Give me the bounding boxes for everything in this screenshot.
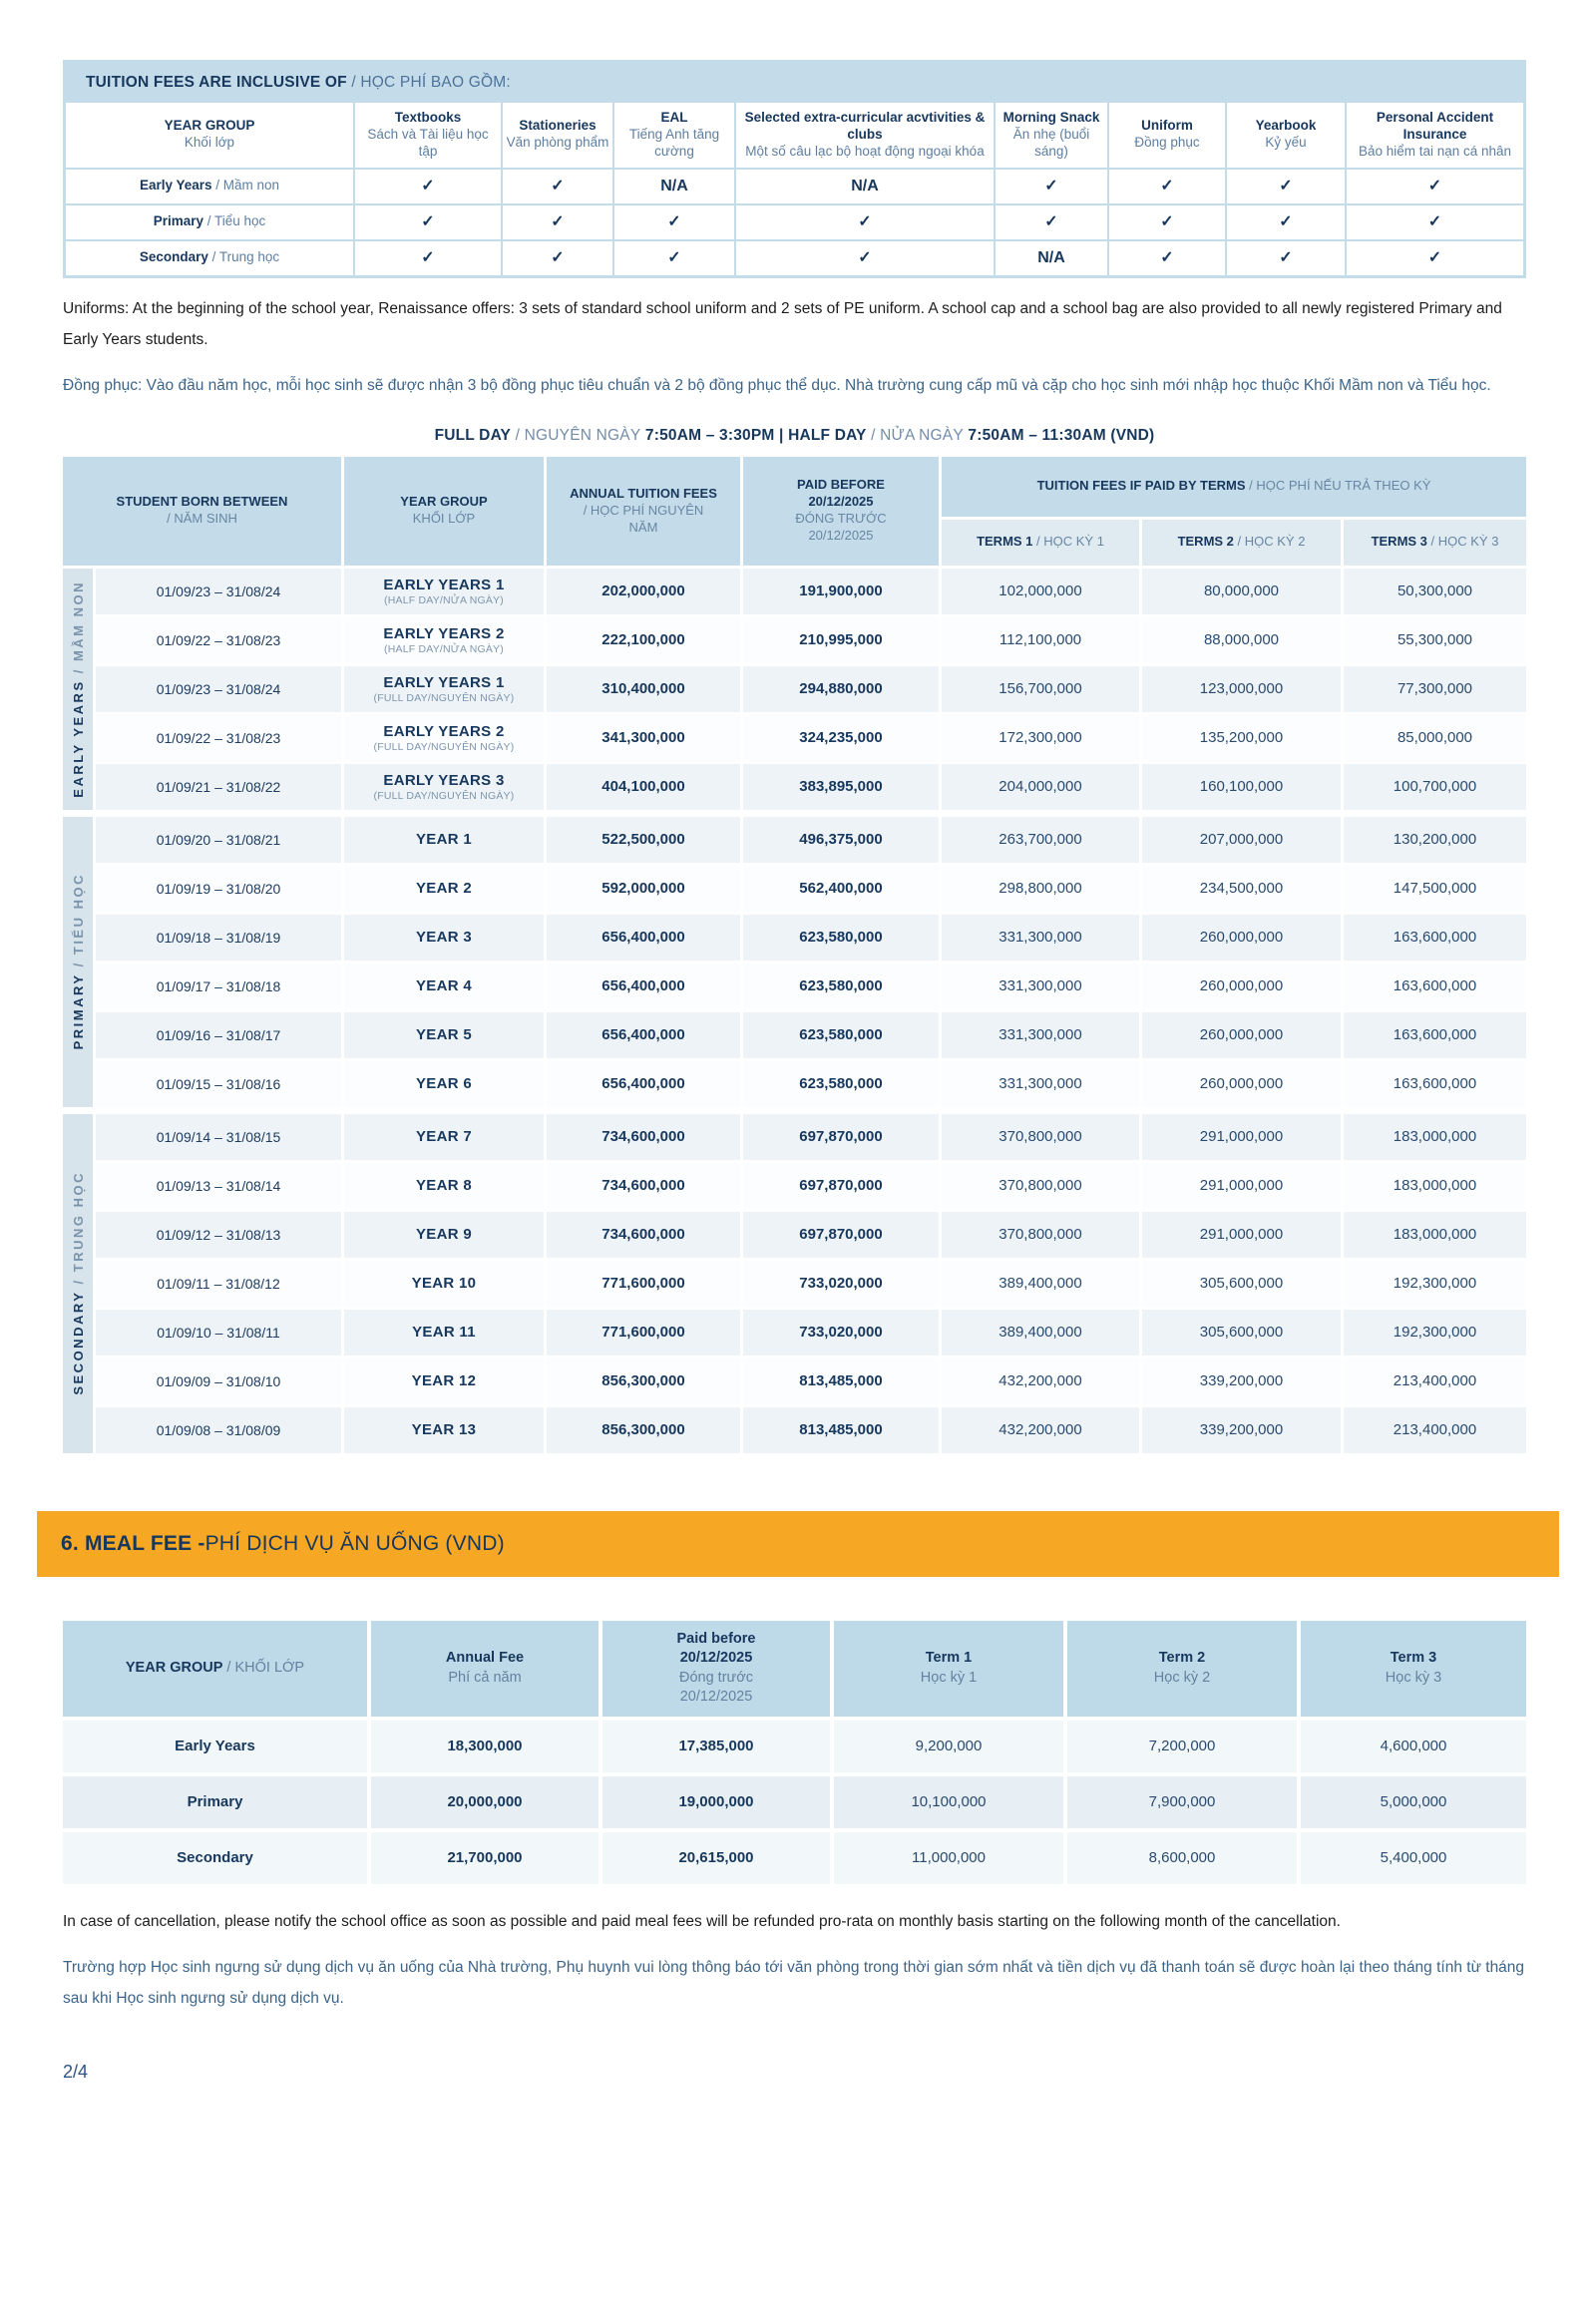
meal-annual-fee: 21,700,000 — [447, 1849, 523, 1867]
term3-fee: 183,000,000 — [1393, 1226, 1477, 1244]
meal-table-header — [63, 1621, 1526, 1717]
table-row — [96, 964, 1526, 1009]
annual-fee: 656,400,000 — [601, 977, 685, 995]
table-row — [96, 1358, 1526, 1404]
born-range: 01/09/12 – 31/08/13 — [156, 1226, 281, 1243]
meal-fee-section-heading: 6. MEAL FEE - PHÍ DỊCH VỤ ĂN UỐNG (VND) — [37, 1511, 1559, 1577]
meal-paid-before-fee: 19,000,000 — [678, 1793, 754, 1811]
year-group-label: EARLY YEARS 1 — [383, 576, 505, 593]
paid-before-fee: 294,880,000 — [799, 680, 883, 698]
annual-fee: 656,400,000 — [601, 929, 685, 947]
term2-fee: 305,600,000 — [1199, 1275, 1284, 1293]
annual-fee: 771,600,000 — [601, 1275, 685, 1293]
born-range: 01/09/18 – 31/08/19 — [156, 929, 281, 946]
check-icon: ✓ — [421, 212, 435, 230]
term1-fee: 156,700,000 — [998, 680, 1082, 698]
year-group-sublabel: (HALF DAY/NỬA NGÀY) — [384, 642, 504, 655]
term3-fee: 213,400,000 — [1393, 1421, 1477, 1439]
term3-fee: 192,300,000 — [1393, 1324, 1477, 1342]
table-row — [96, 1061, 1526, 1107]
paid-before-fee: 623,580,000 — [799, 929, 883, 947]
meal-paid-before-fee: 20,615,000 — [678, 1849, 754, 1867]
term2-fee: 291,000,000 — [1199, 1226, 1284, 1244]
uniform-note-vietnamese: Đồng phục: Vào đầu năm học, mỗi học sinh sẽ được nhận 3 bộ đồng phục tiêu chuẩn và 2 bộ đồng phục thể dục. Nhà trường cung cấp mũ và cặp cho học sinh mới nhập học thuộc Khối Mầm non và Tiểu học. — [63, 376, 1491, 394]
term1-fee: 298,800,000 — [998, 880, 1082, 898]
meal-row-label: Secondary — [177, 1849, 253, 1867]
check-icon: ✓ — [421, 177, 435, 194]
meal-annual-fee: 20,000,000 — [447, 1793, 523, 1811]
check-icon: ✓ — [551, 177, 565, 194]
meal-row-label: Primary — [187, 1793, 243, 1811]
meal-term1-fee: 9,200,000 — [915, 1738, 983, 1755]
year-group-label: YEAR 12 — [411, 1372, 477, 1390]
check-icon: ✓ — [1160, 248, 1174, 266]
check-icon: ✓ — [421, 248, 435, 266]
term1-fee: 331,300,000 — [998, 1026, 1082, 1044]
column-header-yearbook: Yearbook Kỷ yếu — [1227, 103, 1345, 168]
year-group-sublabel: (HALF DAY/NỬA NGÀY) — [384, 593, 504, 606]
na-label: N/A — [851, 177, 879, 194]
born-range: 01/09/22 – 31/08/23 — [156, 631, 281, 648]
annual-fee: 310,400,000 — [601, 680, 685, 698]
na-label: N/A — [1037, 248, 1065, 266]
term1-fee: 432,200,000 — [998, 1372, 1082, 1390]
header-paid-by-terms: TUITION FEES IF PAID BY TERMS / HỌC PHÍ NẾU TRẢ THEO KỲ — [942, 457, 1526, 517]
born-range: 01/09/11 – 31/08/12 — [157, 1275, 280, 1292]
term2-fee: 260,000,000 — [1199, 1026, 1284, 1044]
group-primary — [63, 817, 1526, 1107]
term3-fee: 77,300,000 — [1396, 680, 1473, 698]
table-row — [63, 1721, 1526, 1772]
term1-fee: 112,100,000 — [998, 631, 1082, 649]
column-header-year-group: YEAR GROUP Khối lớp — [66, 103, 353, 168]
annual-fee: 592,000,000 — [601, 880, 685, 898]
table-row — [96, 866, 1526, 912]
page-number: 2/4 — [63, 2061, 89, 2082]
table-row — [96, 1212, 1526, 1258]
uniform-note-english: Uniforms: At the beginning of the school year, Renaissance offers: 3 sets of standard school uniform and 2 sets of PE uniform. A school cap and a school bag are also provided to all newly registered Primary and Early Years students. — [63, 299, 1502, 348]
term3-fee: 50,300,000 — [1396, 582, 1473, 600]
column-header-textbooks: Textbooks Sách và Tài liệu học tập — [355, 103, 501, 168]
term3-fee: 55,300,000 — [1396, 631, 1473, 649]
term3-fee: 163,600,000 — [1393, 929, 1477, 947]
year-group-label: YEAR 11 — [412, 1324, 476, 1342]
term1-fee: 389,400,000 — [998, 1275, 1082, 1293]
term2-fee: 291,000,000 — [1199, 1128, 1284, 1146]
page-content — [63, 60, 1526, 2083]
header-annual-fees: ANNUAL TUITION FEES / HỌC PHÍ NGUYÊN NĂM — [547, 457, 740, 566]
annual-fee: 656,400,000 — [601, 1026, 685, 1044]
group-rows — [96, 569, 1526, 810]
year-group-label: YEAR 9 — [416, 1226, 472, 1244]
inclusive-table-title — [66, 63, 1523, 103]
term3-fee: 163,600,000 — [1393, 977, 1477, 995]
meal-term1-fee: 10,100,000 — [911, 1793, 987, 1811]
paid-before-fee: 623,580,000 — [799, 977, 883, 995]
schedule-line: FULL DAY / NGUYÊN NGÀY 7:50AM – 3:30PM | HALF DAY / NỬA NGÀY 7:50AM – 11:30AM (VND) — [434, 426, 1155, 444]
born-range: 01/09/09 – 31/08/10 — [156, 1372, 281, 1389]
meal-term3-fee: 5,000,000 — [1380, 1793, 1447, 1811]
year-group-label: YEAR 2 — [416, 880, 472, 898]
year-group-label: EARLY YEARS 2 — [383, 624, 505, 642]
born-range: 01/09/23 – 31/08/24 — [156, 582, 281, 599]
annual-fee: 656,400,000 — [601, 1075, 685, 1093]
table-row — [66, 205, 1523, 239]
table-row — [96, 569, 1526, 614]
meal-term2-fee: 7,900,000 — [1148, 1793, 1216, 1811]
year-group-label: YEAR 7 — [416, 1128, 472, 1146]
paid-before-fee: 324,235,000 — [799, 729, 883, 747]
year-group-label: YEAR 1 — [416, 831, 472, 849]
check-icon: ✓ — [1279, 177, 1293, 194]
check-icon: ✓ — [1160, 177, 1174, 194]
annual-fee: 734,600,000 — [601, 1177, 685, 1195]
meal-row-label: Early Years — [175, 1738, 255, 1755]
term2-fee: 80,000,000 — [1203, 582, 1280, 600]
meal-header-paid-before: Paid before 20/12/2025 Đóng trước 20/12/2025 — [602, 1621, 830, 1717]
meal-header-term-3: Term 3 Học kỳ 3 — [1301, 1621, 1526, 1717]
check-icon: ✓ — [1279, 248, 1293, 266]
term3-fee: 130,200,000 — [1393, 831, 1477, 849]
term1-fee: 172,300,000 — [998, 729, 1082, 747]
annual-fee: 522,500,000 — [601, 831, 685, 849]
check-icon: ✓ — [858, 248, 872, 266]
check-icon: ✓ — [1279, 212, 1293, 230]
group-rows — [96, 817, 1526, 1107]
group-label-secondary: SECONDARY / TRUNG HỌC — [63, 1114, 93, 1453]
inclusive-fees-table — [63, 60, 1526, 278]
check-icon: ✓ — [1427, 212, 1442, 230]
check-icon: ✓ — [667, 212, 681, 230]
paid-before-fee: 191,900,000 — [799, 582, 883, 600]
header-paid-before: PAID BEFORE 20/12/2025 ĐÓNG TRƯỚC 20/12/2025 — [743, 457, 939, 566]
group-label-primary: PRIMARY / TIỂU HỌC — [63, 817, 93, 1107]
group-early-years — [63, 569, 1526, 810]
year-group-sublabel: (FULL DAY/NGUYÊN NGÀY) — [373, 740, 515, 753]
table-row — [96, 1261, 1526, 1307]
paid-before-fee: 496,375,000 — [799, 831, 883, 849]
inclusive-title-vi: / HỌC PHÍ BAO GỒM: — [346, 74, 511, 91]
check-icon: ✓ — [1044, 212, 1058, 230]
column-header-morning-snack: Morning Snack Ăn nhẹ (buổi sáng) — [996, 103, 1107, 168]
table-row — [96, 1310, 1526, 1355]
term3-fee: 192,300,000 — [1393, 1275, 1477, 1293]
group-label-early-years: EARLY YEARS / MẦM NON — [63, 569, 93, 810]
year-group-label: YEAR 5 — [416, 1026, 472, 1044]
paid-before-fee: 383,895,000 — [799, 778, 883, 796]
year-group-sublabel: (FULL DAY/NGUYÊN NGÀY) — [373, 691, 515, 704]
meal-header-year-group: YEAR GROUP / KHỐI LỚP — [63, 1621, 367, 1717]
tuition-table-header — [63, 457, 1526, 566]
year-group-label: EARLY YEARS 3 — [383, 771, 505, 789]
annual-fee: 856,300,000 — [601, 1372, 685, 1390]
paid-before-fee: 697,870,000 — [799, 1177, 883, 1195]
meal-term2-fee: 8,600,000 — [1148, 1849, 1216, 1867]
term2-fee: 207,000,000 — [1199, 831, 1284, 849]
check-icon: ✓ — [1044, 177, 1058, 194]
paid-before-fee: 623,580,000 — [799, 1026, 883, 1044]
annual-fee: 734,600,000 — [601, 1128, 685, 1146]
year-group-label: YEAR 3 — [416, 929, 472, 947]
check-icon: ✓ — [858, 212, 872, 230]
meal-table-body — [63, 1721, 1526, 1884]
term3-fee: 85,000,000 — [1396, 729, 1473, 747]
term3-fee: 147,500,000 — [1393, 880, 1477, 898]
term2-fee: 260,000,000 — [1199, 977, 1284, 995]
term1-fee: 432,200,000 — [998, 1421, 1082, 1439]
group-secondary — [63, 1114, 1526, 1453]
born-range: 01/09/10 – 31/08/11 — [157, 1324, 280, 1341]
paid-before-fee: 697,870,000 — [799, 1226, 883, 1244]
meal-term3-fee: 4,600,000 — [1380, 1738, 1447, 1755]
term2-fee: 260,000,000 — [1199, 929, 1284, 947]
check-icon: ✓ — [1427, 248, 1442, 266]
header-term-2: TERMS 2 / HỌC KỲ 2 — [1142, 520, 1341, 566]
term1-fee: 102,000,000 — [998, 582, 1082, 600]
year-group-label: EARLY YEARS 1 — [383, 673, 505, 691]
term1-fee: 389,400,000 — [998, 1324, 1082, 1342]
born-range: 01/09/23 – 31/08/24 — [156, 680, 281, 697]
table-row — [96, 764, 1526, 810]
term2-fee: 234,500,000 — [1199, 880, 1284, 898]
inclusive-table-header-row — [66, 103, 1523, 168]
header-year-group: YEAR GROUP KHỐI LỚP — [344, 457, 544, 566]
table-row — [63, 1832, 1526, 1884]
born-range: 01/09/14 – 31/08/15 — [156, 1128, 281, 1145]
annual-fee: 771,600,000 — [601, 1324, 685, 1342]
term2-fee: 135,200,000 — [1199, 729, 1284, 747]
term3-fee: 183,000,000 — [1393, 1128, 1477, 1146]
cancellation-note-vietnamese: Trường hợp Học sinh ngưng sử dụng dịch vụ ăn uống của Nhà trường, Phụ huynh vui lòng thông báo tới văn phòng trong thời gian sớm nhất và tiền dịch vụ đã thanh toán sẽ được hoàn lại theo tháng tính từ tháng sau khi Học sinh ngưng sử dụng dịch vụ. — [63, 1958, 1525, 2007]
term2-fee: 339,200,000 — [1199, 1372, 1284, 1390]
meal-term3-fee: 5,400,000 — [1380, 1849, 1447, 1867]
year-group-label: YEAR 6 — [416, 1075, 472, 1093]
term1-fee: 331,300,000 — [998, 929, 1082, 947]
tuition-table-body — [63, 569, 1526, 1453]
paid-before-fee: 623,580,000 — [799, 1075, 883, 1093]
table-row — [66, 241, 1523, 275]
cancellation-note-english: In case of cancellation, please notify the school office as soon as possible and paid meal fees will be refunded pro-rata on monthly basis starting on the following month of the cancellation. — [63, 1912, 1341, 1930]
na-label: N/A — [660, 177, 688, 194]
meal-header-term-1: Term 1 Học kỳ 1 — [834, 1621, 1063, 1717]
born-range: 01/09/17 – 31/08/18 — [156, 977, 281, 994]
year-group-label: YEAR 8 — [416, 1177, 472, 1195]
table-row — [96, 1407, 1526, 1453]
check-icon: ✓ — [1427, 177, 1442, 194]
paid-before-fee: 733,020,000 — [799, 1324, 883, 1342]
meal-header-term-2: Term 2 Học kỳ 2 — [1067, 1621, 1297, 1717]
meal-header-annual-fee: Annual Fee Phí cả năm — [371, 1621, 598, 1717]
column-header-stationeries: Stationeries Văn phòng phẩm — [503, 103, 612, 168]
term3-fee: 163,600,000 — [1393, 1075, 1477, 1093]
born-range: 01/09/20 – 31/08/21 — [156, 831, 281, 848]
table-row — [96, 666, 1526, 712]
term3-fee: 163,600,000 — [1393, 1026, 1477, 1044]
check-icon: ✓ — [667, 248, 681, 266]
term2-fee: 305,600,000 — [1199, 1324, 1284, 1342]
term1-fee: 370,800,000 — [998, 1128, 1082, 1146]
born-range: 01/09/15 – 31/08/16 — [156, 1075, 281, 1092]
paid-before-fee: 733,020,000 — [799, 1275, 883, 1293]
row-label-primary: Primary / Tiểu học — [66, 205, 353, 239]
annual-fee: 404,100,000 — [601, 778, 685, 796]
check-icon: ✓ — [551, 248, 565, 266]
born-range: 01/09/22 – 31/08/23 — [156, 729, 281, 746]
meal-paid-before-fee: 17,385,000 — [678, 1738, 754, 1755]
term2-fee: 88,000,000 — [1203, 631, 1280, 649]
group-rows — [96, 1114, 1526, 1453]
paid-before-fee: 697,870,000 — [799, 1128, 883, 1146]
header-student-born: STUDENT BORN BETWEEN / NĂM SINH — [63, 457, 341, 566]
annual-fee: 734,600,000 — [601, 1226, 685, 1244]
tuition-table — [63, 457, 1526, 1453]
term2-fee: 339,200,000 — [1199, 1421, 1284, 1439]
row-label-secondary: Secondary / Trung học — [66, 241, 353, 275]
check-icon: ✓ — [551, 212, 565, 230]
table-row — [96, 715, 1526, 761]
year-group-label: YEAR 10 — [411, 1275, 477, 1293]
annual-fee: 856,300,000 — [601, 1421, 685, 1439]
term2-fee: 123,000,000 — [1199, 680, 1284, 698]
born-range: 01/09/19 – 31/08/20 — [156, 880, 281, 897]
born-range: 01/09/13 – 31/08/14 — [156, 1177, 281, 1194]
year-group-label: EARLY YEARS 2 — [383, 722, 505, 740]
column-header-uniform: Uniform Đồng phục — [1109, 103, 1225, 168]
meal-term2-fee: 7,200,000 — [1148, 1738, 1216, 1755]
meal-fee-table — [63, 1621, 1526, 1884]
term1-fee: 331,300,000 — [998, 977, 1082, 995]
row-label-early-years: Early Years / Mầm non — [66, 170, 353, 203]
meal-term1-fee: 11,000,000 — [912, 1849, 986, 1867]
born-range: 01/09/21 – 31/08/22 — [156, 778, 281, 795]
term2-fee: 160,100,000 — [1199, 778, 1284, 796]
paid-before-fee: 813,485,000 — [799, 1372, 883, 1390]
table-row — [96, 1114, 1526, 1160]
year-group-label: YEAR 4 — [416, 977, 472, 995]
column-header-insurance: Personal Accident Insurance Bảo hiểm tai nạn cá nhân — [1347, 103, 1523, 168]
column-header-extracurricular: Selected extra-curricular acvtivities & clubs Một số câu lạc bộ hoạt động ngoại khóa — [736, 103, 994, 168]
term2-fee: 260,000,000 — [1199, 1075, 1284, 1093]
header-term-3: TERMS 3 / HỌC KỲ 3 — [1344, 520, 1526, 566]
born-range: 01/09/16 – 31/08/17 — [156, 1026, 281, 1043]
table-row — [66, 170, 1523, 203]
term1-fee: 370,800,000 — [998, 1177, 1082, 1195]
term2-fee: 291,000,000 — [1199, 1177, 1284, 1195]
header-term-1: TERMS 1 / HỌC KỲ 1 — [942, 520, 1139, 566]
annual-fee: 202,000,000 — [601, 582, 685, 600]
term3-fee: 183,000,000 — [1393, 1177, 1477, 1195]
term3-fee: 100,700,000 — [1393, 778, 1477, 796]
table-row — [96, 915, 1526, 961]
table-row — [96, 817, 1526, 863]
term1-fee: 204,000,000 — [998, 778, 1082, 796]
annual-fee: 222,100,000 — [601, 631, 685, 649]
column-header-eal: EAL Tiếng Anh tăng cường — [614, 103, 734, 168]
term3-fee: 213,400,000 — [1393, 1372, 1477, 1390]
paid-before-fee: 813,485,000 — [799, 1421, 883, 1439]
check-icon: ✓ — [1160, 212, 1174, 230]
year-group-sublabel: (FULL DAY/NGUYÊN NGÀY) — [373, 789, 515, 802]
annual-fee: 341,300,000 — [601, 729, 685, 747]
table-row — [96, 617, 1526, 663]
paid-before-fee: 210,995,000 — [799, 631, 883, 649]
paid-before-fee: 562,400,000 — [799, 880, 883, 898]
term1-fee: 263,700,000 — [998, 831, 1082, 849]
inclusive-title-en: TUITION FEES ARE INCLUSIVE OF — [86, 74, 347, 91]
term1-fee: 331,300,000 — [998, 1075, 1082, 1093]
table-row — [63, 1776, 1526, 1828]
year-group-label: YEAR 13 — [411, 1421, 477, 1439]
term1-fee: 370,800,000 — [998, 1226, 1082, 1244]
table-row — [96, 1012, 1526, 1058]
meal-annual-fee: 18,300,000 — [447, 1738, 523, 1755]
table-row — [96, 1163, 1526, 1209]
born-range: 01/09/08 – 31/08/09 — [156, 1421, 281, 1438]
